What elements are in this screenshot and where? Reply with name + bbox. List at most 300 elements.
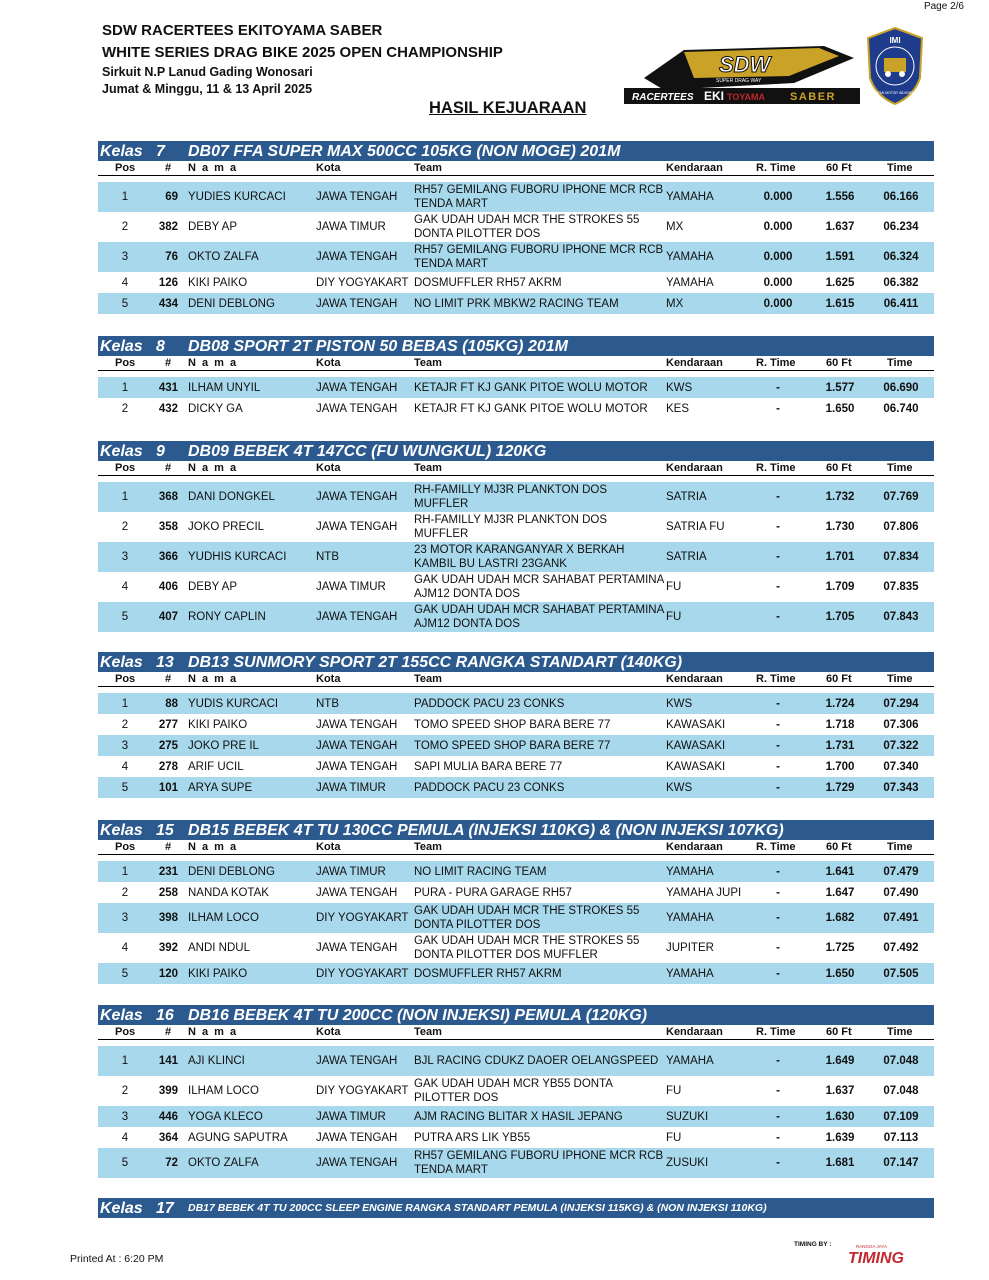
cell-rt: - xyxy=(776,1157,780,1169)
kelas-title: DB15 BEBEK 4T TU 130CC PEMULA (INJEKSI 110KG) & (NON INJEKSI 107KG) xyxy=(188,822,784,839)
cell-kend: YAMAHA xyxy=(666,967,714,980)
kelas-number: 8 xyxy=(156,338,165,355)
cell-no: 398 xyxy=(158,912,178,924)
cell-rt: - xyxy=(776,865,780,878)
cell-pos: 3 xyxy=(121,1110,129,1123)
kelas-number: 17 xyxy=(156,1200,174,1217)
cell-rt: - xyxy=(776,491,780,503)
header-rt: R. Time xyxy=(756,841,796,853)
result-row xyxy=(98,735,934,756)
kelas-number: 16 xyxy=(156,1007,174,1024)
cell-rt: - xyxy=(776,718,780,731)
header-nama: N a m a xyxy=(188,357,238,369)
cell-sixty: 1.724 xyxy=(825,697,855,710)
cell-kota: DIY YOGYAKART xyxy=(316,1085,409,1097)
cell-kota: JAWA TENGAH xyxy=(316,739,398,752)
cell-kota: JAWA TENGAH xyxy=(316,1055,398,1067)
cell-no: 358 xyxy=(158,521,178,533)
cell-team: PADDOCK PACU 23 CONKS xyxy=(414,781,565,794)
cell-nama: ILHAM UNYIL xyxy=(188,381,261,394)
sdw-sponsor-logo xyxy=(624,38,860,108)
timing-text: TIMING xyxy=(848,1250,904,1267)
cell-time: 07.491 xyxy=(883,912,919,924)
cell-team: KETAJR FT KJ GANK PITOE WOLU MOTOR xyxy=(414,402,648,415)
cell-nama: RONY CAPLIN xyxy=(188,611,266,623)
cell-time: 06.166 xyxy=(883,191,919,203)
cell-time: 07.769 xyxy=(883,491,919,503)
cell-nama: YUDIES KURCACI xyxy=(188,191,286,203)
result-row xyxy=(98,777,934,798)
cell-nama: DEBY AP xyxy=(188,221,238,233)
cell-pos: 2 xyxy=(121,221,129,233)
header-rt: R. Time xyxy=(756,162,796,174)
imi-logo xyxy=(864,26,926,106)
cell-sixty: 1.731 xyxy=(825,739,855,752)
header-rt: R. Time xyxy=(756,1026,796,1038)
header-pos: Pos xyxy=(115,462,136,474)
cell-no: 364 xyxy=(158,1131,178,1144)
cell-team: GAK UDAH UDAH MCR THE STROKES 55 DONTA PILOTTER DOS xyxy=(414,905,640,931)
cell-team: 23 MOTOR KARANGANYAR X BERKAH KAMBIL BU LASTRI 23GANK xyxy=(414,544,625,570)
cell-rt: 0.000 xyxy=(763,191,793,203)
cell-nama: ILHAM LOCO xyxy=(188,1085,259,1097)
header-nama: N a m a xyxy=(188,162,238,174)
cell-kend: YAMAHA JUPI xyxy=(666,886,742,899)
kelas-bar xyxy=(98,441,934,461)
cell-sixty: 1.649 xyxy=(825,1055,855,1067)
cell-no: 69 xyxy=(165,191,178,203)
cell-time: 07.322 xyxy=(883,739,919,752)
saber-text: SABER xyxy=(790,91,837,103)
cell-time: 07.147 xyxy=(883,1157,919,1169)
result-row xyxy=(98,963,934,984)
cell-team: SAPI MULIA BARA BERE 77 xyxy=(414,760,563,773)
cell-nama: ARIF UCIL xyxy=(188,760,244,773)
cell-nama: KIKI PAIKO xyxy=(188,276,248,289)
header-kend: Kendaraan xyxy=(666,162,723,174)
header-kend: Kendaraan xyxy=(666,841,723,853)
cell-sixty: 1.725 xyxy=(825,942,855,954)
cell-kend: FU xyxy=(666,1085,682,1097)
cell-nama: JOKO PRE IL xyxy=(188,739,259,752)
kelas-number: 13 xyxy=(156,654,174,671)
imi-ring-text: IKATAN MOTOR INDONESIA xyxy=(872,91,918,95)
result-row xyxy=(98,1148,934,1178)
event-subtitle: WHITE SERIES DRAG BIKE 2025 OPEN CHAMPIONSHIP xyxy=(102,44,503,61)
cell-time: 07.834 xyxy=(883,551,919,563)
cell-sixty: 1.650 xyxy=(825,402,855,415)
cell-time: 07.113 xyxy=(883,1131,919,1144)
cell-kota: JAWA TENGAH xyxy=(316,251,398,263)
cell-rt: - xyxy=(776,611,780,623)
cell-kend: KAWASAKI xyxy=(666,760,726,773)
cell-time: 07.806 xyxy=(883,521,919,533)
header-time: Time xyxy=(887,162,913,174)
cell-pos: 4 xyxy=(121,1131,129,1144)
cell-rt: - xyxy=(776,551,780,563)
cell-team: DOSMUFFLER RH57 AKRM xyxy=(414,967,562,980)
kelas-bar xyxy=(98,141,934,161)
header-no: # xyxy=(165,841,172,853)
header-kend: Kendaraan xyxy=(666,357,723,369)
cell-team: PUTRA ARS LIK YB55 xyxy=(414,1131,531,1144)
kelas-title: DB17 BEBEK 4T TU 200CC SLEEP ENGINE RANGKA STANDART PEMULA (INJEKSI 115KG) & (NON INJEKSI 110KG) xyxy=(188,1202,767,1214)
cell-pos: 3 xyxy=(121,739,129,752)
cell-nama: JOKO PRECIL xyxy=(188,521,265,533)
kelas-bar xyxy=(98,1198,934,1218)
cell-kend: KWS xyxy=(666,697,693,710)
kelas-bar xyxy=(98,1005,934,1025)
cell-nama: DENI DEBLONG xyxy=(188,297,275,310)
cell-nama: AJI KLINCI xyxy=(188,1055,245,1067)
cell-no: 446 xyxy=(158,1110,178,1123)
event-header xyxy=(102,20,503,98)
cell-sixty: 1.729 xyxy=(825,781,855,794)
cell-nama: ARYA SUPE xyxy=(188,781,253,794)
cell-kota: JAWA TENGAH xyxy=(316,191,398,203)
header-kota: Kota xyxy=(316,162,341,174)
kelas-number: 9 xyxy=(156,443,165,460)
cell-no: 231 xyxy=(158,865,178,878)
cell-kota: JAWA TENGAH xyxy=(316,297,398,310)
event-venue: Sirkuit N.P Lanud Gading Wonosari xyxy=(102,65,313,79)
cell-time: 07.843 xyxy=(883,611,919,623)
kelas-section xyxy=(98,1198,934,1218)
header-nama: N a m a xyxy=(188,1026,238,1038)
cell-no: 392 xyxy=(158,942,178,954)
cell-team: NO LIMIT PRK MBKW2 RACING TEAM xyxy=(414,297,619,310)
cell-no: 406 xyxy=(158,581,178,593)
cell-kend: MX xyxy=(666,221,684,233)
kelas-label: Kelas xyxy=(100,1007,143,1024)
kelas-bar xyxy=(98,652,934,672)
cell-team: GAK UDAH UDAH MCR THE STROKES 55 DONTA PILOTTER DOS xyxy=(414,214,640,240)
cell-sixty: 1.577 xyxy=(825,381,855,394)
header-rt: R. Time xyxy=(756,357,796,369)
column-header xyxy=(98,161,934,176)
cell-team: GAK UDAH UDAH MCR SAHABAT PERTAMINA AJM12 DONTA DOS xyxy=(414,604,664,630)
header-kend: Kendaraan xyxy=(666,1026,723,1038)
kelas-label: Kelas xyxy=(100,822,143,839)
cell-rt: - xyxy=(776,912,780,924)
cell-nama: YOGA KLECO xyxy=(188,1110,263,1123)
cell-sixty: 1.732 xyxy=(825,491,855,503)
cell-nama: OKTO ZALFA xyxy=(188,1157,259,1169)
cell-pos: 3 xyxy=(121,551,129,563)
cell-kota: JAWA TIMUR xyxy=(316,1110,386,1123)
cell-time: 06.411 xyxy=(883,297,919,310)
cell-kota: DIY YOGYAKART xyxy=(316,276,409,289)
cell-kend: KWS xyxy=(666,781,693,794)
cell-time: 07.505 xyxy=(883,967,919,980)
cell-kend: YAMAHA xyxy=(666,1055,714,1067)
header-nama: N a m a xyxy=(188,673,238,685)
cell-sixty: 1.647 xyxy=(825,886,855,899)
cell-nama: KIKI PAIKO xyxy=(188,967,248,980)
cell-pos: 4 xyxy=(121,942,129,954)
cell-team: GAK UDAH UDAH MCR THE STROKES 55 DONTA PILOTTER DOS MUFFLER xyxy=(414,935,640,961)
cell-rt: - xyxy=(776,581,780,593)
header-kend: Kendaraan xyxy=(666,462,723,474)
cell-kota: JAWA TENGAH xyxy=(316,381,398,394)
cell-no: 382 xyxy=(158,221,178,233)
header-pos: Pos xyxy=(115,357,136,369)
column-header xyxy=(98,672,934,687)
header-no: # xyxy=(165,1026,172,1038)
header-no: # xyxy=(165,462,172,474)
result-row xyxy=(98,212,934,242)
cell-no: 431 xyxy=(158,381,178,394)
cell-sixty: 1.637 xyxy=(825,1085,855,1097)
cell-time: 06.234 xyxy=(883,221,919,233)
cell-team: TOMO SPEED SHOP BARA BERE 77 xyxy=(414,739,611,752)
result-row xyxy=(98,293,934,314)
cell-sixty: 1.556 xyxy=(825,191,855,203)
cell-time: 06.324 xyxy=(883,251,919,263)
cell-rt: - xyxy=(776,967,780,980)
result-row xyxy=(98,1046,934,1076)
cell-sixty: 1.641 xyxy=(825,865,855,878)
cell-kend: FU xyxy=(666,611,682,623)
result-row xyxy=(98,1106,934,1127)
cell-no: 278 xyxy=(158,760,178,773)
header-team: Team xyxy=(414,357,442,369)
cell-pos: 1 xyxy=(121,865,129,878)
cell-pos: 5 xyxy=(121,611,129,623)
cell-kend: FU xyxy=(666,581,682,593)
header-kota: Kota xyxy=(316,673,341,685)
result-row xyxy=(98,512,934,542)
cell-no: 275 xyxy=(158,739,178,752)
column-header xyxy=(98,356,934,371)
kelas-bar xyxy=(98,336,934,356)
toyama-text: TOYAMA xyxy=(727,92,766,102)
cell-rt: - xyxy=(776,942,780,954)
cell-team: RH57 GEMILANG FUBORU IPHONE MCR RCB TENDA MART xyxy=(414,184,664,210)
cell-time: 07.306 xyxy=(883,718,919,731)
result-row xyxy=(98,861,934,882)
kelas-section xyxy=(98,1005,934,1178)
cell-kend: KAWASAKI xyxy=(666,718,726,731)
kelas-section xyxy=(98,141,934,314)
header-nama: N a m a xyxy=(188,462,238,474)
cell-team: BJL RACING CDUKZ DAOER OELANGSPEED xyxy=(414,1055,659,1067)
header-time: Time xyxy=(887,462,913,474)
event-date: Jumat & Minggu, 11 & 13 April 2025 xyxy=(102,82,313,96)
result-row xyxy=(98,714,934,735)
cell-pos: 2 xyxy=(121,886,129,899)
cell-rt: 0.000 xyxy=(763,297,793,310)
cell-team: KETAJR FT KJ GANK PITOE WOLU MOTOR xyxy=(414,381,648,394)
header-kota: Kota xyxy=(316,841,341,853)
header-pos: Pos xyxy=(115,841,136,853)
header-sixty: 60 Ft xyxy=(826,1026,852,1038)
cell-no: 366 xyxy=(158,551,178,563)
header-no: # xyxy=(165,162,172,174)
result-row xyxy=(98,572,934,602)
cell-kend: YAMAHA xyxy=(666,276,714,289)
header-team: Team xyxy=(414,462,442,474)
results-heading: HASIL KEJUARAAN xyxy=(429,99,587,117)
cell-kota: JAWA TENGAH xyxy=(316,491,398,503)
cell-time: 07.835 xyxy=(883,581,919,593)
cell-kota: JAWA TENGAH xyxy=(316,760,398,773)
cell-kend: MX xyxy=(666,297,684,310)
column-header xyxy=(98,840,934,855)
cell-pos: 4 xyxy=(121,581,129,593)
result-row xyxy=(98,756,934,777)
sdw-logo-text: SDW xyxy=(719,52,771,77)
cell-rt: - xyxy=(776,1055,780,1067)
header-team: Team xyxy=(414,162,442,174)
cell-nama: OKTO ZALFA xyxy=(188,251,259,263)
cell-pos: 2 xyxy=(121,1085,129,1097)
cell-kend: KWS xyxy=(666,381,693,394)
header-sixty: 60 Ft xyxy=(826,673,852,685)
cell-rt: - xyxy=(776,760,780,773)
cell-nama: YUDIS KURCACI xyxy=(188,697,279,710)
kelas-label: Kelas xyxy=(100,143,143,160)
cell-kota: NTB xyxy=(316,551,339,563)
cell-pos: 1 xyxy=(121,191,129,203)
cell-rt: - xyxy=(776,1131,780,1144)
result-row xyxy=(98,242,934,272)
cell-rt: - xyxy=(776,886,780,899)
cell-team: GAK UDAH UDAH MCR YB55 DONTA PILOTTER DOS xyxy=(414,1078,613,1104)
cell-team: NO LIMIT RACING TEAM xyxy=(414,865,547,878)
kelas-label: Kelas xyxy=(100,1200,143,1217)
cell-kota: DIY YOGYAKART xyxy=(316,912,409,924)
cell-sixty: 1.709 xyxy=(825,581,855,593)
cell-rt: - xyxy=(776,1085,780,1097)
timing-small-text: RANGGA JAYA xyxy=(856,1244,888,1249)
cell-pos: 5 xyxy=(121,781,129,794)
kelas-section xyxy=(98,441,934,632)
column-header xyxy=(98,1025,934,1040)
cell-rt: - xyxy=(776,781,780,794)
cell-rt: - xyxy=(776,381,780,394)
cell-team: RH-FAMILLY MJ3R PLANKTON DOS MUFFLER xyxy=(414,514,607,540)
cell-pos: 5 xyxy=(121,967,129,980)
header-sixty: 60 Ft xyxy=(826,841,852,853)
kelas-number: 15 xyxy=(156,822,174,839)
cell-no: 101 xyxy=(158,781,178,794)
result-row xyxy=(98,903,934,933)
cell-kend: YAMAHA xyxy=(666,191,714,203)
cell-no: 76 xyxy=(165,251,178,263)
result-row xyxy=(98,1127,934,1148)
cell-pos: 4 xyxy=(121,276,129,289)
result-row xyxy=(98,398,934,419)
cell-nama: DEBY AP xyxy=(188,581,238,593)
cell-rt: 0.000 xyxy=(763,221,793,233)
kelas-bar xyxy=(98,820,934,840)
cell-no: 120 xyxy=(158,967,178,980)
cell-time: 07.048 xyxy=(883,1055,919,1067)
header-kota: Kota xyxy=(316,357,341,369)
header-team: Team xyxy=(414,1026,442,1038)
header-kend: Kendaraan xyxy=(666,673,723,685)
page-number: Page 2/6 xyxy=(923,1,964,12)
cell-nama: YUDHIS KURCACI xyxy=(188,551,287,563)
result-row xyxy=(98,182,934,212)
result-row xyxy=(98,933,934,963)
cell-rt: - xyxy=(776,739,780,752)
kelas-number: 7 xyxy=(156,143,165,160)
cell-kota: JAWA TIMUR xyxy=(316,865,386,878)
result-row xyxy=(98,693,934,714)
cell-team: RH57 GEMILANG FUBORU IPHONE MCR RCB TENDA MART xyxy=(414,244,664,270)
cell-kota: NTB xyxy=(316,697,339,710)
cell-pos: 4 xyxy=(121,760,129,773)
header-sixty: 60 Ft xyxy=(826,357,852,369)
cell-team: PADDOCK PACU 23 CONKS xyxy=(414,697,565,710)
cell-pos: 2 xyxy=(121,718,129,731)
cell-pos: 3 xyxy=(121,251,129,263)
header-kota: Kota xyxy=(316,1026,341,1038)
cell-team: GAK UDAH UDAH MCR SAHABAT PERTAMINA AJM12 DONTA DOS xyxy=(414,574,664,600)
cell-sixty: 1.591 xyxy=(825,251,855,263)
kelas-section xyxy=(98,820,934,984)
header-pos: Pos xyxy=(115,162,136,174)
cell-pos: 2 xyxy=(121,402,129,415)
cell-kend: SATRIA xyxy=(666,551,707,563)
cell-sixty: 1.625 xyxy=(825,276,855,289)
cell-pos: 1 xyxy=(121,697,129,710)
cell-kend: SATRIA xyxy=(666,491,707,503)
cell-kota: JAWA TENGAH xyxy=(316,611,398,623)
header-no: # xyxy=(165,673,172,685)
cell-sixty: 1.701 xyxy=(825,551,855,563)
header-time: Time xyxy=(887,673,913,685)
printed-at: Printed At : 6:20 PM xyxy=(70,1253,164,1265)
cell-pos: 5 xyxy=(121,1157,129,1169)
cell-kota: JAWA TENGAH xyxy=(316,718,398,731)
cell-time: 07.490 xyxy=(883,886,919,899)
header-sixty: 60 Ft xyxy=(826,162,852,174)
cell-no: 88 xyxy=(165,697,178,710)
column-header xyxy=(98,461,934,476)
cell-kend: KES xyxy=(666,402,690,415)
imi-top-text: IMI xyxy=(889,36,901,45)
cell-kota: JAWA TENGAH xyxy=(316,521,398,533)
cell-team: DOSMUFFLER RH57 AKRM xyxy=(414,276,562,289)
result-row xyxy=(98,602,934,632)
cell-time: 07.479 xyxy=(883,865,919,878)
kelas-title: DB08 SPORT 2T PISTON 50 BEBAS (105KG) 201M xyxy=(188,338,568,355)
cell-no: 258 xyxy=(158,886,178,899)
kelas-title: DB09 BEBEK 4T 147CC (FU WUNGKUL) 120KG xyxy=(188,443,547,460)
cell-kend: SATRIA FU xyxy=(666,521,725,533)
cell-kota: DIY YOGYAKART xyxy=(316,967,409,980)
cell-kend: ZUSUKI xyxy=(666,1157,709,1169)
cell-sixty: 1.705 xyxy=(825,611,855,623)
kelas-label: Kelas xyxy=(100,443,143,460)
cell-pos: 3 xyxy=(121,912,129,924)
cell-kend: YAMAHA xyxy=(666,251,714,263)
result-row xyxy=(98,542,934,572)
timing-logo xyxy=(794,1238,944,1268)
cell-no: 277 xyxy=(158,718,178,731)
cell-nama: KIKI PAIKO xyxy=(188,718,248,731)
cell-team: AJM RACING BLITAR X HASIL JEPANG xyxy=(414,1110,623,1123)
event-title: SDW RACERTEES EKITOYAMA SABER xyxy=(102,22,383,39)
header-rt: R. Time xyxy=(756,673,796,685)
cell-kend: YAMAHA xyxy=(666,912,714,924)
cell-no: 432 xyxy=(158,402,178,415)
cell-rt: - xyxy=(776,1110,780,1123)
header-pos: Pos xyxy=(115,673,136,685)
